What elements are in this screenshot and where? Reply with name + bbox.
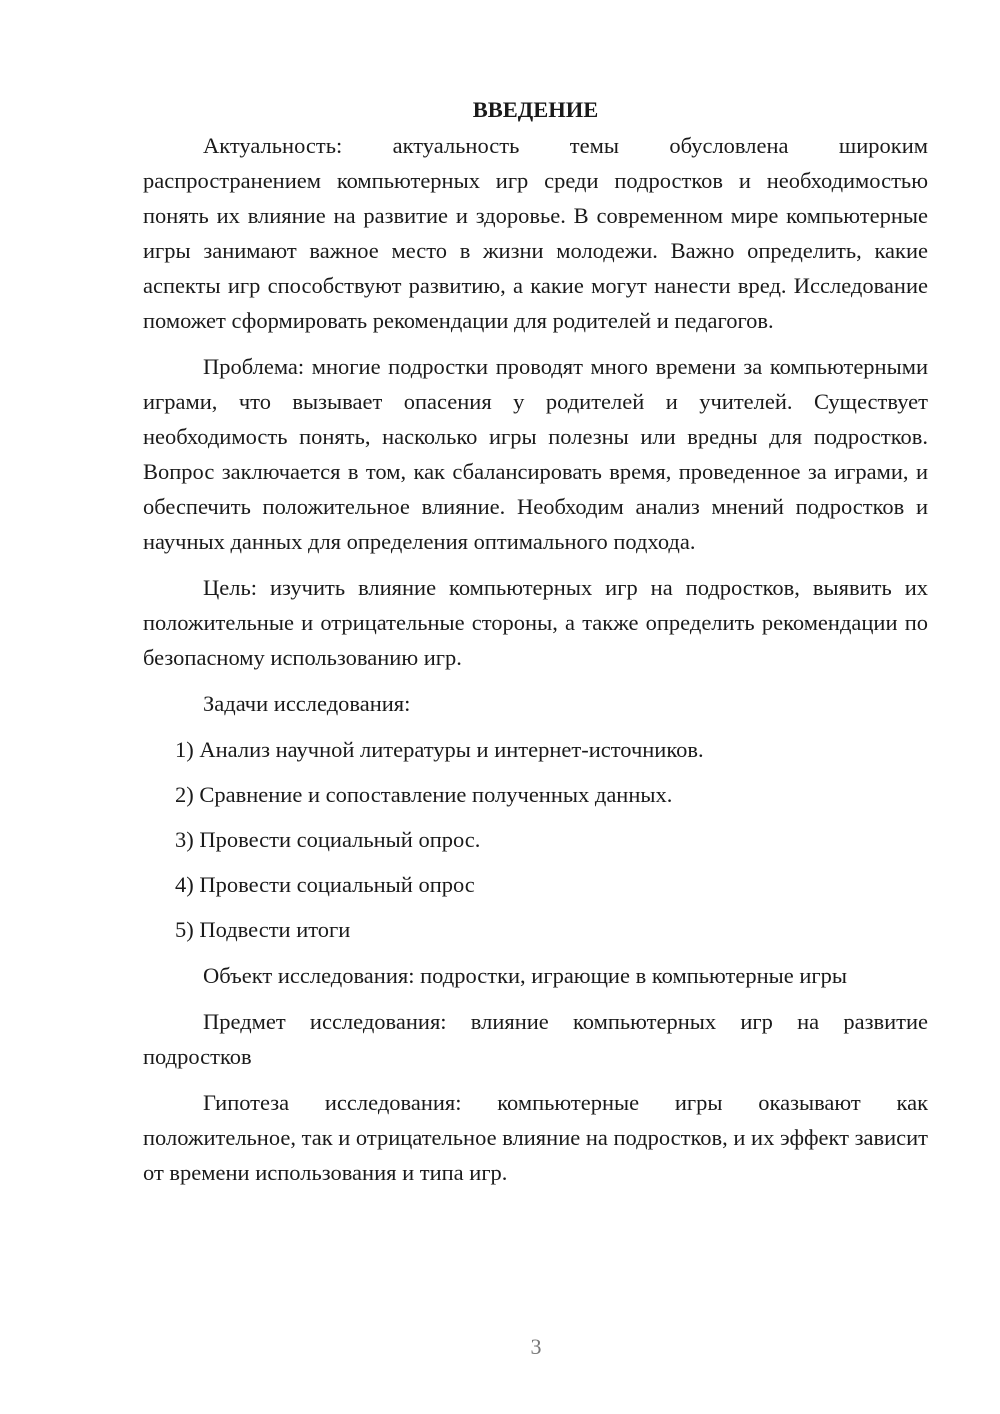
list-item: 4) Провести социальный опрос: [175, 872, 475, 897]
paragraph-hypothesis: Гипотеза исследования: компьютерные игры оказывают как положительное, так и отрицательное влияние на подростков, и их эффект зависит от времени использования и типа игр.: [143, 1090, 928, 1185]
paragraph-goal: Цель: изучить влияние компьютерных игр на подростков, выявить их положительные и отрицательные стороны, а также определить рекомендации по безопасному использованию игр.: [143, 575, 928, 670]
tasks-title: Задачи исследования:: [203, 691, 411, 716]
paragraph-object: Объект исследования: подростки, играющие в компьютерные игры: [203, 963, 847, 988]
page-title: ВВЕДЕНИЕ: [472, 97, 599, 122]
task-list: [143, 732, 928, 947]
paragraph-problem: Проблема: многие подростки проводят много времени за компьютерными играми, что вызывает опасения у родителей и учителей. Существует необходимость понять, насколько игры полезны или вредны для подростков. Вопрос заключается в том, как сбалансировать время, проведенное за играми, и обеспечить положительное влияние. Необходим анализ мнений подростков и научных данных для определения оптимального подхода.: [143, 354, 928, 554]
list-item: 5) Подвести итоги: [175, 917, 351, 942]
document-page: [143, 92, 928, 1190]
paragraph-relevance: Актуальность: актуальность темы обусловлена широким распространением компьютерных игр среди подростков и необходимостью понять их влияние на развитие и здоровье. В современном мире компьютерные игры занимают важное место в жизни молодежи. Важно определить, какие аспекты игр способствуют развитию, а какие могут нанести вред. Исследование поможет сформировать рекомендации для родителей и педагогов.: [143, 133, 928, 333]
page-number: 3: [530, 1334, 542, 1359]
paragraph-subject: Предмет исследования: влияние компьютерных игр на развитие подростков: [143, 1009, 928, 1069]
list-item: 3) Провести социальный опрос.: [175, 827, 481, 852]
list-item: 2) Сравнение и сопоставление полученных данных.: [175, 782, 673, 807]
list-item: 1) Анализ научной литературы и интернет-источников.: [175, 737, 704, 762]
